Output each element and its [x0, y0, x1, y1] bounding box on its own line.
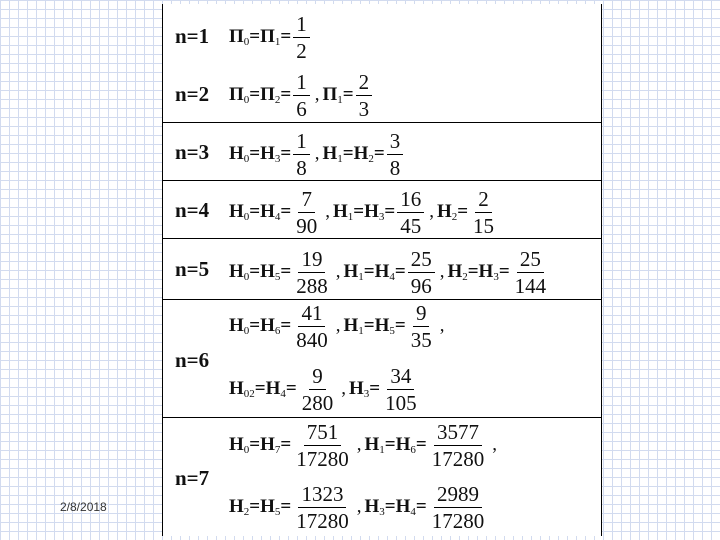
subscript: 2	[462, 271, 468, 283]
subscript: 4	[274, 211, 281, 223]
denominator: 105	[385, 390, 417, 415]
row-label: n=7	[175, 466, 210, 490]
numerator: 1323	[298, 481, 346, 508]
subscript: 4	[410, 506, 416, 518]
subscript: 0	[243, 325, 250, 337]
subscript: 1	[358, 325, 364, 337]
function-symbol: $Н_4=$	[395, 496, 427, 518]
function-symbol: $П_0=$	[229, 84, 261, 106]
fraction	[408, 246, 435, 299]
subscript: 5	[389, 325, 395, 337]
function-symbol: $Н_5=$	[260, 261, 292, 283]
numerator: 34	[387, 363, 414, 390]
subscript: 0	[243, 153, 250, 165]
row-label: n=1	[175, 24, 210, 48]
function-symbol: $П_1=$	[260, 26, 292, 48]
fraction	[512, 246, 550, 299]
function-symbol: $Н_5=$	[260, 496, 292, 518]
numerator: 9	[309, 363, 326, 390]
subscript: 1	[347, 211, 354, 223]
subscript: 5	[274, 271, 281, 283]
row-label: n=6	[175, 348, 210, 372]
separator: ,	[356, 496, 362, 517]
separator: ,	[314, 84, 320, 105]
numerator: 41	[298, 300, 325, 327]
fraction	[397, 186, 424, 239]
numerator: 2	[356, 69, 373, 96]
function-symbol: $П_1=$	[322, 84, 354, 106]
denominator: 144	[514, 273, 547, 298]
row-divider	[163, 299, 601, 300]
subscript: 02	[243, 388, 255, 400]
function-symbol: $Н_0=$	[229, 315, 261, 337]
fraction	[293, 419, 352, 472]
row-divider	[163, 122, 601, 123]
function-symbol: $П_0=$	[229, 26, 261, 48]
fraction	[293, 186, 320, 239]
row-label: n=3	[175, 140, 210, 164]
function-symbol: $Н_3=$	[364, 496, 396, 518]
function-symbol: $Н_1=$	[332, 201, 365, 223]
function-symbol: $Н_5=$	[374, 315, 406, 337]
fraction	[429, 419, 488, 472]
numerator: 2989	[434, 481, 482, 508]
denominator: 8	[389, 155, 401, 180]
function-symbol: $Н_{02}=$	[229, 378, 266, 400]
function-symbol: $Н_2=$	[447, 261, 479, 283]
row-label: n=5	[175, 257, 210, 281]
separator: ,	[341, 378, 346, 399]
subscript: 1	[379, 444, 385, 456]
fraction	[382, 363, 420, 416]
separator: ,	[335, 315, 341, 336]
function-symbol: $Н_0=$	[229, 261, 261, 283]
subscript: 3	[378, 211, 385, 223]
denominator: 96	[410, 273, 432, 298]
numerator: 751	[304, 419, 342, 446]
subscript: 6	[274, 325, 281, 337]
function-symbol: $Н_6=$	[395, 434, 427, 456]
fraction	[429, 481, 488, 534]
denominator: 2	[296, 38, 307, 63]
separator: ,	[429, 201, 434, 222]
function-symbol: $Н_4=$	[374, 261, 406, 283]
separator: ,	[439, 261, 445, 282]
denominator: 17280	[431, 508, 485, 533]
denominator: 280	[301, 390, 334, 415]
fraction	[293, 300, 331, 353]
function-symbol: $Н_4=$	[265, 378, 297, 400]
function-symbol: $Н_0=$	[229, 434, 261, 456]
denominator: 15	[473, 213, 495, 238]
subscript: 0	[243, 94, 250, 106]
formula-table	[162, 4, 602, 536]
subscript: 4	[280, 388, 286, 400]
numerator: 3	[387, 128, 404, 155]
function-symbol: $Н_1=$	[364, 434, 396, 456]
denominator: 35	[410, 327, 432, 352]
denominator: 45	[400, 213, 422, 238]
function-symbol: $Н_2=$	[436, 201, 469, 223]
function-symbol: $П_2=$	[260, 84, 292, 106]
numerator: 2	[475, 186, 492, 213]
function-symbol: $Н_3=$	[478, 261, 510, 283]
fraction	[299, 363, 337, 416]
numerator: 9	[413, 300, 430, 327]
numerator: 1	[293, 11, 310, 38]
function-symbol: $Н_0=$	[229, 201, 261, 223]
row-label: n=2	[175, 82, 210, 106]
formula-line	[229, 419, 500, 471]
subscript: 3	[363, 388, 370, 400]
formula-line	[229, 363, 422, 415]
numerator: 3577	[434, 419, 482, 446]
separator: ,	[325, 201, 330, 222]
subscript: 2	[451, 211, 458, 223]
numerator: 7	[298, 186, 315, 213]
fraction	[293, 481, 352, 534]
denominator: 90	[296, 213, 318, 238]
formula-line	[229, 246, 551, 298]
function-symbol: $Н_1=$	[322, 143, 354, 165]
separator: ,	[335, 261, 341, 282]
denominator: 6	[296, 96, 307, 121]
fraction	[356, 69, 373, 122]
subscript: 1	[358, 271, 364, 283]
subscript: 4	[389, 271, 395, 283]
fraction	[470, 186, 497, 239]
subscript: 3	[379, 506, 385, 518]
subscript: 0	[243, 444, 250, 456]
denominator: 17280	[296, 446, 349, 471]
numerator: 1	[293, 128, 310, 155]
function-symbol: $Н_0=$	[229, 143, 261, 165]
formula-line	[229, 481, 489, 533]
function-symbol: $Н_1=$	[343, 315, 375, 337]
fraction	[293, 11, 310, 64]
subscript: 0	[243, 271, 250, 283]
subscript: 5	[274, 506, 281, 518]
subscript: 0	[243, 36, 250, 48]
function-symbol: $Н_1=$	[343, 261, 375, 283]
separator: ,	[314, 143, 320, 164]
separator: ,	[356, 434, 362, 455]
row-divider	[163, 417, 601, 418]
fraction	[293, 246, 331, 299]
subscript: 6	[410, 444, 416, 456]
subscript: 7	[274, 444, 281, 456]
row-divider	[163, 180, 601, 181]
denominator: 3	[358, 96, 370, 121]
fraction	[293, 69, 310, 122]
subscript: 3	[274, 153, 281, 165]
fraction	[293, 128, 310, 181]
formula-line	[229, 69, 374, 121]
function-symbol: $Н_3=$	[260, 143, 292, 165]
formula-line	[229, 186, 499, 238]
subscript: 1	[337, 94, 343, 106]
separator: ,	[439, 315, 445, 336]
fraction	[408, 300, 435, 353]
subscript: 0	[243, 211, 250, 223]
formula-line	[229, 300, 447, 352]
row-label: n=4	[175, 198, 210, 222]
separator: ,	[492, 434, 497, 455]
slide-date: 2/8/2018	[60, 500, 107, 514]
function-symbol: $Н_6=$	[260, 315, 292, 337]
row-divider	[163, 238, 601, 239]
function-symbol: $Н_2=$	[353, 143, 385, 165]
numerator: 19	[298, 246, 325, 273]
function-symbol: $Н_3=$	[364, 201, 396, 223]
numerator: 25	[408, 246, 435, 273]
function-symbol: $Н_3=$	[348, 378, 381, 400]
numerator: 16	[397, 186, 424, 213]
denominator: 288	[296, 273, 328, 298]
subscript: 2	[243, 506, 250, 518]
denominator: 17280	[431, 446, 485, 471]
subscript: 3	[493, 271, 499, 283]
numerator: 25	[517, 246, 544, 273]
fraction	[387, 128, 404, 181]
subscript: 1	[337, 153, 343, 165]
function-symbol: $Н_4=$	[260, 201, 292, 223]
function-symbol: $Н_7=$	[260, 434, 292, 456]
formula-line	[229, 128, 405, 180]
denominator: 840	[296, 327, 328, 352]
subscript: 1	[274, 36, 281, 48]
function-symbol: $Н_2=$	[229, 496, 261, 518]
subscript: 2	[274, 94, 281, 106]
denominator: 17280	[296, 508, 349, 533]
denominator: 8	[296, 155, 307, 180]
formula-line	[229, 11, 312, 63]
subscript: 2	[368, 153, 374, 165]
numerator: 1	[293, 69, 310, 96]
